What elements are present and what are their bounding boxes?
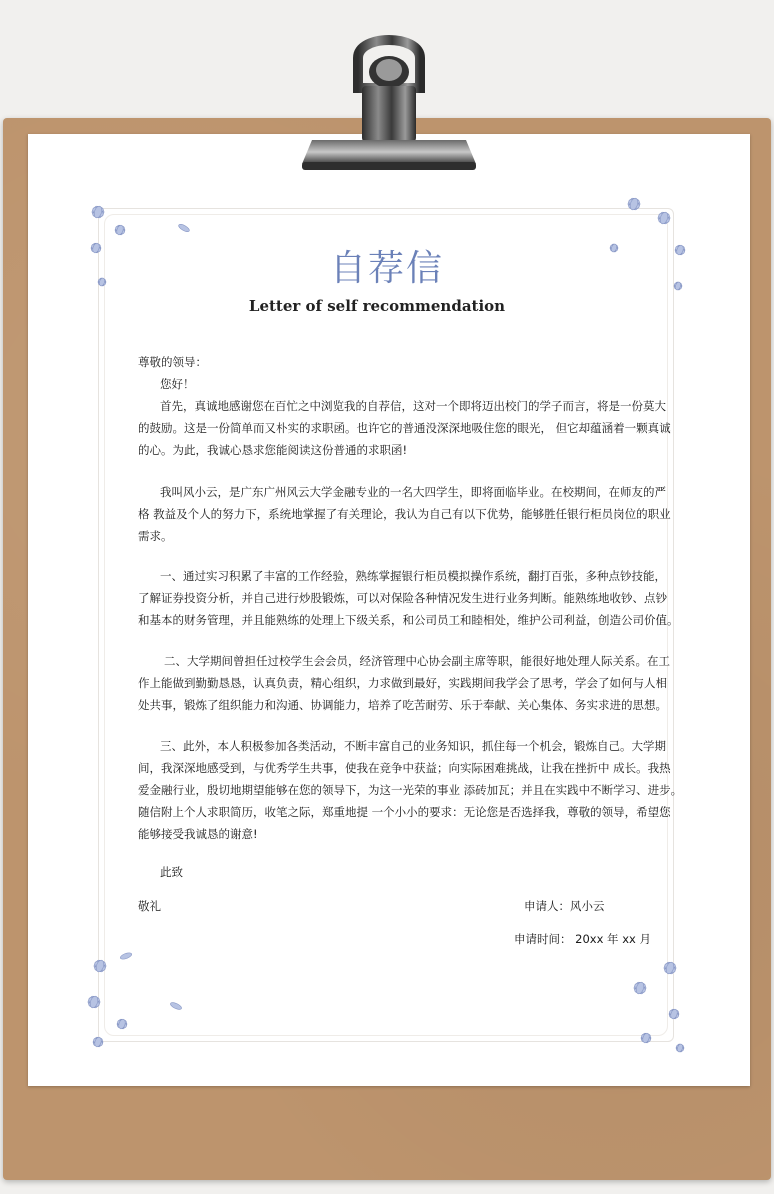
closing-line-2: 敬礼 <box>138 899 161 913</box>
paragraph-line: 格 教益及个人的努力下，系统地掌握了有关理论，我认为自己有以下优势，能够胜任银行柜员岗位的职业 <box>138 507 671 521</box>
paragraph-5 <box>138 735 683 845</box>
paragraph-line: 了解证券投资分析，并自己进行炒股锻炼，可以对保险各种情况发生进行业务判断。能熟练地收钞、点钞 <box>138 591 667 605</box>
applicant-signature: 申请人：风小云 <box>524 899 605 913</box>
paragraph-line: 随信附上个人求职简历，收笔之际，郑重地提 一个小小的要求：无论您是否选择我，尊敬的领导，希望您 <box>138 805 671 819</box>
binder-clip-icon <box>296 28 482 178</box>
paragraph-line: 的心。为此，我诚心恳求您能阅读这份普通的求职函! <box>138 443 408 457</box>
closing-line-1: 此致 <box>160 865 183 879</box>
paragraph-1 <box>138 395 671 461</box>
greeting: 您好！ <box>160 377 195 391</box>
paragraph-line: 需求。 <box>138 529 173 543</box>
paragraph-line: 和基本的财务管理，并且能熟练的处理上下级关系，和公司员工和睦相处，维护公司利益，创造公司价值。 <box>138 613 679 627</box>
paragraph-line: 作上能做到勤勤恳恳，认真负责，精心组织，力求做到最好，实践期间我学会了思考，学会了如何与人相 <box>138 676 667 690</box>
paragraph-line: 间，我深深地感受到，与优秀学生共事，使我在竞争中获益；向实际困难挑战，让我在挫折中 成长。我热 <box>138 761 671 775</box>
paragraph-4 <box>138 650 670 716</box>
paragraph-line: 爱金融行业，殷切地期望能够在您的领导下，为这一光荣的事业 添砖加瓦；并且在实践中不断学习、进步。 <box>138 783 683 797</box>
paragraph-line: 的鼓励。这是一份简单而又朴实的求职函。也许它的普通没深深地吸住您的眼光， 但它却蕴涵着一颗真诚 <box>138 421 671 435</box>
paragraph-line: 一、通过实习积累了丰富的工作经验，熟练掌握银行柜员模拟操作系统，翻打百张，多种点钞技能， <box>160 569 666 583</box>
flower-corner-decoration-icon <box>80 940 190 1062</box>
paragraph-3 <box>138 565 679 631</box>
paragraph-line: 能够接受我诚恳的谢意! <box>138 827 258 841</box>
page-subtitle: Letter of self recommendation <box>248 297 506 315</box>
flower-corner-decoration-icon <box>606 944 694 1062</box>
paragraph-line: 三、此外，本人积极参加各类活动，不断丰富自己的业务知识，抓住每一个机会，锻炼自己。大学期 <box>160 739 666 753</box>
salutation: 尊敬的领导： <box>138 355 207 369</box>
paragraph-2 <box>138 481 671 547</box>
page-title: 自荐信 <box>329 248 444 289</box>
application-date: 申请时间： 20xx 年 xx 月 <box>514 932 651 946</box>
paragraph-line: 处共事，锻炼了组织能力和沟通、协调能力，培养了吃苦耐劳、乐于奉献、关心集体、务实求进的思想。 <box>138 698 667 712</box>
paragraph-line: 二、大学期间曾担任过校学生会会员，经济管理中心协会副主席等职，能很好地处理人际关系。在工 <box>164 654 670 668</box>
paragraph-line: 我叫风小云，是广东广州风云大学金融专业的一名大四学生，即将面临毕业。在校期间，在师友的严 <box>160 485 666 499</box>
paragraph-line: 首先，真诚地感谢您在百忙之中浏览我的自荐信，这对一个即将迈出校门的学子而言，将是一份莫大 <box>160 399 666 413</box>
